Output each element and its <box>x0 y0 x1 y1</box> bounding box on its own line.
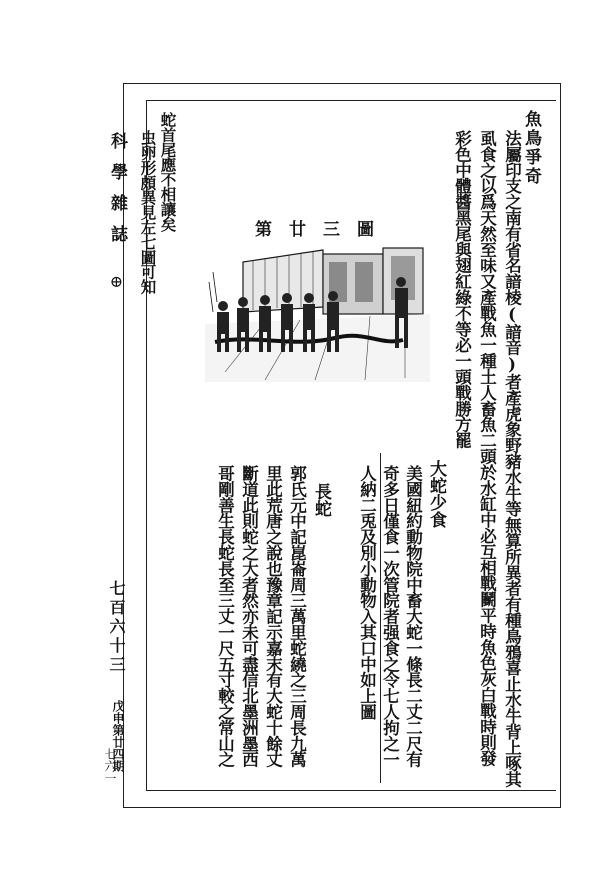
snake-eat-line-3: 人納二兎及別小動物入其口中如上圖 <box>357 465 377 720</box>
figure-title: 第廿三圖 <box>255 220 391 240</box>
snake-eat-line-1: 美國紐約動物院中畜大蛇一條長二丈二尺有 <box>403 465 423 768</box>
long-snake-line-1: 郭氏元中記崑崙周三萬里蛇繞之三周長九萬 <box>287 465 307 768</box>
inner-top-rule <box>146 100 556 101</box>
fish-line-2: 虱食之以爲天然至味又產戰魚一種土人畜魚二頭於水缸中必互相戰鬭平時魚色灰白戰時則發 <box>477 130 497 767</box>
heading-fish-bird: 魚鳥爭奇 <box>521 110 541 186</box>
fish-line-3: 彩色中體醬黑尾與翅紅綠不等必一頭戰勝方罷 <box>452 130 472 449</box>
issue-label: 戊申第廿四期 <box>111 700 125 772</box>
issue-page-number: 七百六十三 <box>107 580 126 675</box>
heading-long-snake: 長蛇 <box>311 483 331 517</box>
continuation-line-1: 蛇首尾應不相讓矣 <box>158 112 178 232</box>
inner-bottom-rule <box>146 790 556 791</box>
journal-title: 科學雜誌 <box>107 132 127 256</box>
long-snake-line-3: 斷道此則蛇之大者然亦未可盡信北墨洲墨西 <box>239 465 259 768</box>
continuation-line-2: 虫卵形頗異見左七圖可知 <box>138 130 158 294</box>
long-snake-line-2: 里此荒唐之說也豫章記示嘉末有大蛇十餘丈 <box>263 465 283 768</box>
fish-line-1: 法屬印支之南有省名諳棱(諳音)者產虎象野豬水牛等無算所異者有種鳥鴉喜止水牛背上啄其 <box>502 130 522 787</box>
journal-seal-icon: ⊕ <box>107 272 126 291</box>
folio-number: 七六一 <box>103 748 117 784</box>
snake-eat-line-2: 奇多日僅食一次管院者强食之令七人拘之一 <box>380 465 400 768</box>
illustration-zookeepers-snake <box>205 242 430 382</box>
long-snake-line-4: 哥剛善生長蛇長至三丈一尺五寸較之常山之 <box>215 465 235 768</box>
heading-big-snake: 大蛇少食 <box>426 460 446 528</box>
